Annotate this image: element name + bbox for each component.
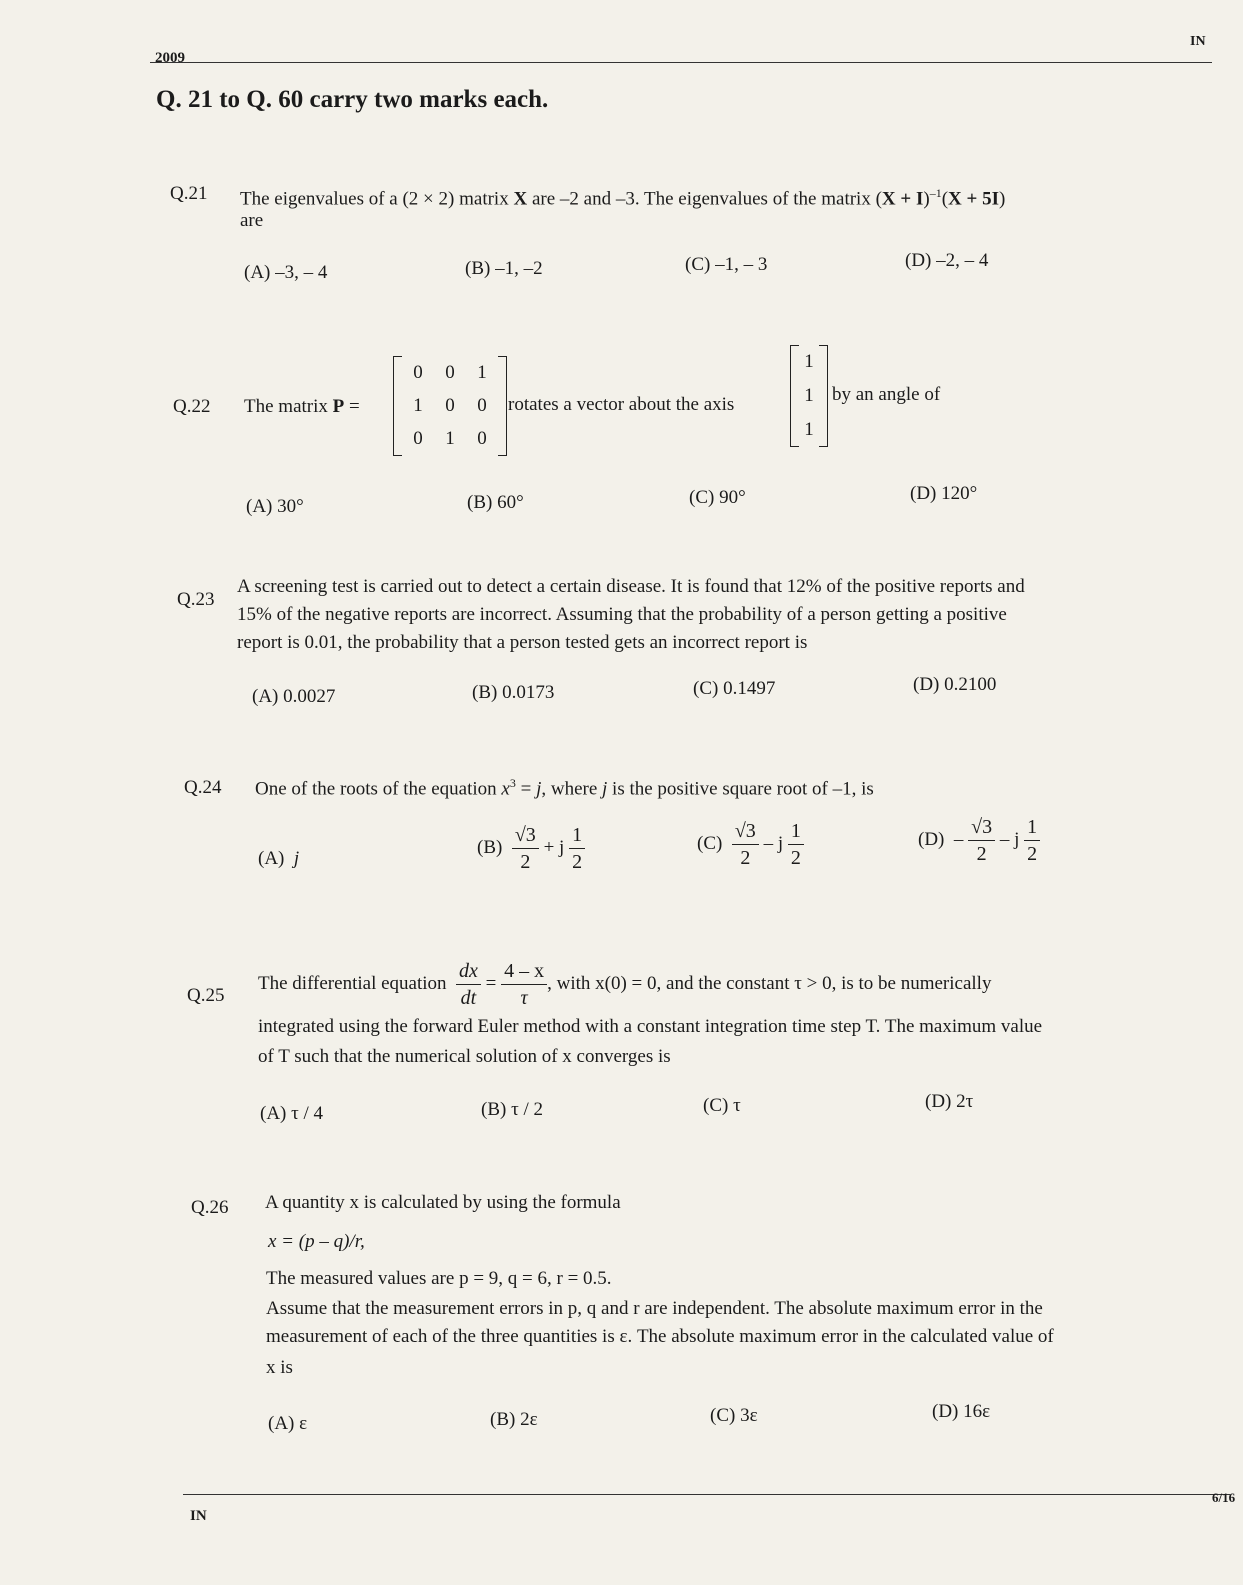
header-rule: [150, 62, 1212, 63]
footer-rule: [183, 1494, 1230, 1495]
vector-cell: 1: [804, 385, 814, 406]
question-text: One of the roots of the equation $x^3 = j$, where j is the positive square root of –1, is: [255, 776, 874, 800]
question-text-line3: of T such that the numerical solution of x converges is: [258, 1046, 671, 1067]
option-d[interactable]: (D) – $\frac{√3}{2}$ – j $\frac{1}{2}$: [918, 814, 1040, 867]
matrix-cell: 0: [413, 428, 423, 449]
question-number: Q.26: [191, 1197, 229, 1218]
question-text-line3: report is 0.01, the probability that a person tested gets an incorrect report is: [237, 632, 808, 653]
matrix-cell: 1: [413, 395, 423, 416]
option-b[interactable]: (B) 0.0173: [472, 682, 555, 703]
question-text-line3: Assume that the measurement errors in p, q and r are independent. The absolute maximum error in the: [266, 1298, 1043, 1319]
question-text-cont: are: [240, 210, 264, 231]
option-d[interactable]: (D) 120°: [910, 483, 978, 504]
option-d[interactable]: (D) 0.2100: [913, 674, 997, 695]
question-text-line1: A screening test is carried out to detect a certain disease. It is found that 12% of the positive reports and: [237, 576, 1025, 597]
option-b[interactable]: (B) –1, –2: [465, 258, 543, 279]
matrix-cell: 1: [477, 362, 487, 383]
question-number: Q.24: [184, 777, 222, 798]
matrix-cell: 0: [445, 362, 455, 383]
question-text-line2: The measured values are p = 9, q = 6, r = 0.5.: [266, 1268, 612, 1289]
matrix-cell: 0: [477, 428, 487, 449]
formula: x = (p – q)/r,: [268, 1231, 365, 1252]
question-number: Q.21: [170, 183, 208, 204]
option-a[interactable]: (A) ε: [268, 1413, 308, 1434]
option-a[interactable]: (A) 0.0027: [252, 686, 336, 707]
matrix-p: [393, 356, 507, 456]
question-number: Q.25: [187, 985, 225, 1006]
option-c[interactable]: (C) 90°: [689, 487, 746, 508]
option-d[interactable]: (D) –2, – 4: [905, 250, 989, 271]
option-d[interactable]: (D) 16ε: [932, 1401, 991, 1422]
page-number: 6/16: [1212, 1490, 1236, 1505]
question-text-angle: by an angle of: [832, 384, 941, 405]
question-text: The matrix P =: [244, 396, 360, 417]
matrix-cell: 0: [477, 395, 487, 416]
option-c[interactable]: (C) τ: [703, 1095, 741, 1116]
option-d[interactable]: (D) 2τ: [925, 1091, 974, 1112]
option-a[interactable]: (A) τ / 4: [260, 1103, 324, 1124]
header-paper-code: IN: [1190, 34, 1206, 49]
option-b[interactable]: (B) 2ε: [490, 1409, 538, 1430]
option-c[interactable]: (C) $\frac{√3}{2}$ – j $\frac{1}{2}$: [697, 818, 804, 871]
option-c[interactable]: (C) 0.1497: [693, 678, 776, 699]
option-a[interactable]: (A) –3, – 4: [244, 262, 328, 283]
question-text-line2: integrated using the forward Euler method with a constant integration time step T. The maximum value: [258, 1016, 1043, 1037]
question-text-line5: x is: [266, 1357, 293, 1378]
footer-paper-code: IN: [190, 1508, 207, 1524]
option-b[interactable]: (B) τ / 2: [481, 1099, 543, 1120]
question-text-line2: 15% of the negative reports are incorrect. Assuming that the probability of a person getting a positive: [237, 604, 1007, 625]
question-number: Q.22: [173, 396, 211, 417]
option-a[interactable]: (A) j: [258, 848, 300, 869]
option-b[interactable]: (B) $\frac{√3}{2}$ + j $\frac{1}{2}$: [477, 822, 585, 875]
option-b[interactable]: (B) 60°: [467, 492, 524, 513]
vector-cell: 1: [804, 351, 814, 372]
option-a[interactable]: (A) 30°: [246, 496, 304, 517]
option-c[interactable]: (C) –1, – 3: [685, 254, 768, 275]
header-year: 2009: [155, 50, 185, 66]
matrix-cell: 0: [445, 395, 455, 416]
question-text-axis: rotates a vector about the axis: [508, 394, 735, 415]
axis-vector: [790, 345, 828, 447]
vector-cell: 1: [804, 419, 814, 440]
question-number: Q.23: [177, 589, 215, 610]
question-text-line1: A quantity x is calculated by using the formula: [265, 1192, 621, 1213]
section-title: Q. 21 to Q. 60 carry two marks each.: [156, 86, 549, 113]
question-text: The eigenvalues of a (2 × 2) matrix X are –2 and –3. The eigenvalues of the matrix $(X + I)^{-1}(X + 5I)$: [240, 186, 1006, 210]
question-text-line4: measurement of each of the three quantities is ε. The absolute maximum error in the calculated value of: [266, 1326, 1054, 1347]
option-c[interactable]: (C) 3ε: [710, 1405, 758, 1426]
matrix-cell: 0: [413, 362, 423, 383]
question-text-line1: The differential equation $\frac{dx}{dt}$ = $\frac{4 - x}{\tau}$ , with x(0) = 0, and the constant τ > 0, is to be numerically: [258, 960, 992, 1009]
matrix-cell: 1: [445, 428, 455, 449]
